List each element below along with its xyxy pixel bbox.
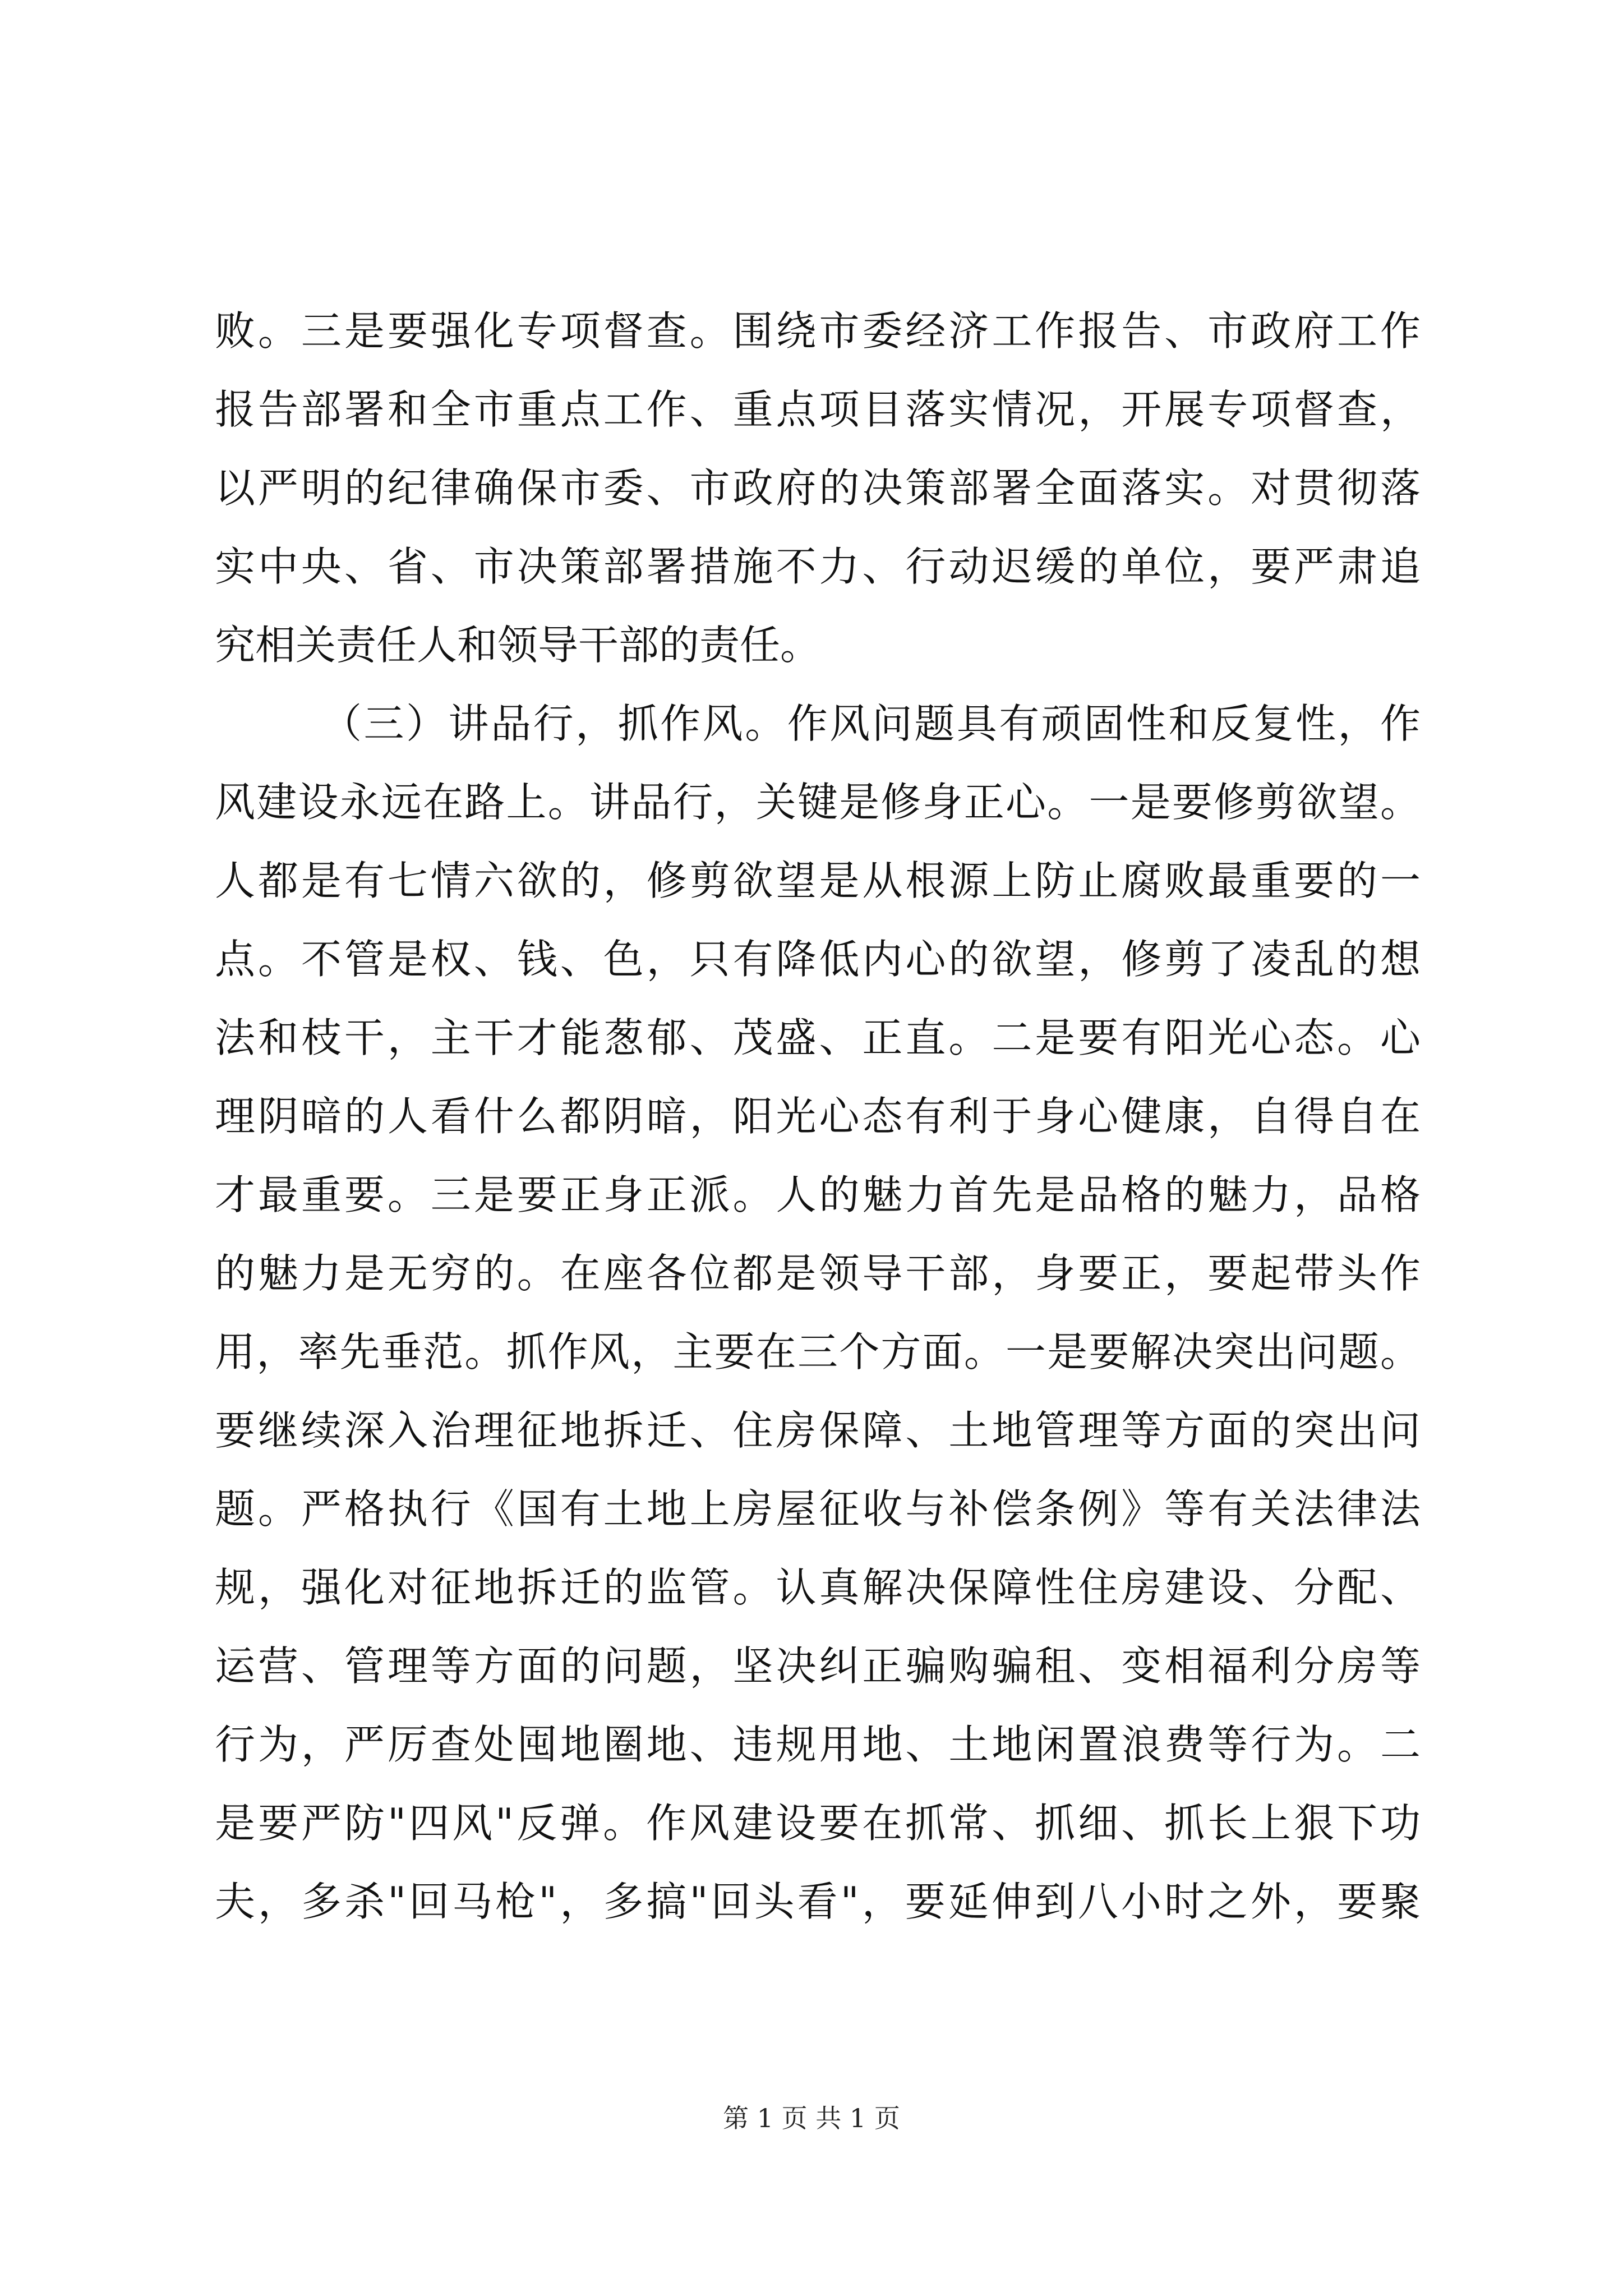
paragraph-line: 题。严格执行《国有土地上房屋征收与补偿条例》等有关法律法	[215, 1485, 1421, 1533]
paragraph-line: 用，率先垂范。抓作风，主要在三个方面。一是要解决突出问题。	[215, 1328, 1421, 1375]
paragraph-line: 败。三是要强化专项督查。围绕市委经济工作报告、市政府工作	[215, 307, 1421, 355]
paragraph-line: 实中央、省、市决策部署措施不力、行动迟缓的单位，要严肃追	[215, 543, 1421, 590]
paragraph-line: 规，强化对征地拆迁的监管。认真解决保障性住房建设、分配、	[215, 1564, 1421, 1611]
paragraph-line: 理阴暗的人看什么都阴暗，阳光心态有利于身心健康，自得自在	[215, 1093, 1421, 1140]
paragraph-line: 风建设永远在路上。讲品行，关键是修身正心。一是要修剪欲望。	[215, 779, 1421, 826]
paragraph-line: 的魅力是无穷的。在座各位都是领导干部，身要正，要起带头作	[215, 1250, 1421, 1297]
paragraph-line: （三）讲品行，抓作风。作风问题具有顽固性和反复性，作	[321, 700, 1421, 747]
page-footer: 第 1 页 共 1 页	[723, 2103, 900, 2133]
paragraph-line: 究相关责任人和领导干部的责任。	[215, 622, 821, 669]
paragraph-line: 运营、管理等方面的问题，坚决纠正骗购骗租、变相福利分房等	[215, 1642, 1421, 1690]
paragraph-line: 才最重要。三是要正身正派。人的魅力首先是品格的魅力，品格	[215, 1171, 1421, 1218]
paragraph-line: 人都是有七情六欲的，修剪欲望是从根源上防止腐败最重要的一	[215, 857, 1421, 904]
paragraph-line: 是要严防"四风"反弹。作风建设要在抓常、抓细、抓长上狠下功	[215, 1800, 1421, 1847]
paragraph-line: 法和枝干，主干才能葱郁、茂盛、正直。二是要有阳光心态。心	[215, 1014, 1421, 1061]
body-text	[215, 292, 1421, 1941]
paragraph-line: 行为，严厉查处囤地圈地、违规用地、土地闲置浪费等行为。二	[215, 1721, 1421, 1768]
paragraph-line: 以严明的纪律确保市委、市政府的决策部署全面落实。对贯彻落	[215, 464, 1421, 512]
paragraph-line: 报告部署和全市重点工作、重点项目落实情况，开展专项督查，	[215, 386, 1421, 433]
paragraph-line: 点。不管是权、钱、色，只有降低内心的欲望，修剪了凌乱的想	[215, 936, 1421, 983]
paragraph-line: 要继续深入治理征地拆迁、住房保障、土地管理等方面的突出问	[215, 1407, 1421, 1454]
paragraph-line: 夫，多杀"回马枪"，多搞"回头看"，要延伸到八小时之外，要聚	[215, 1878, 1421, 1925]
